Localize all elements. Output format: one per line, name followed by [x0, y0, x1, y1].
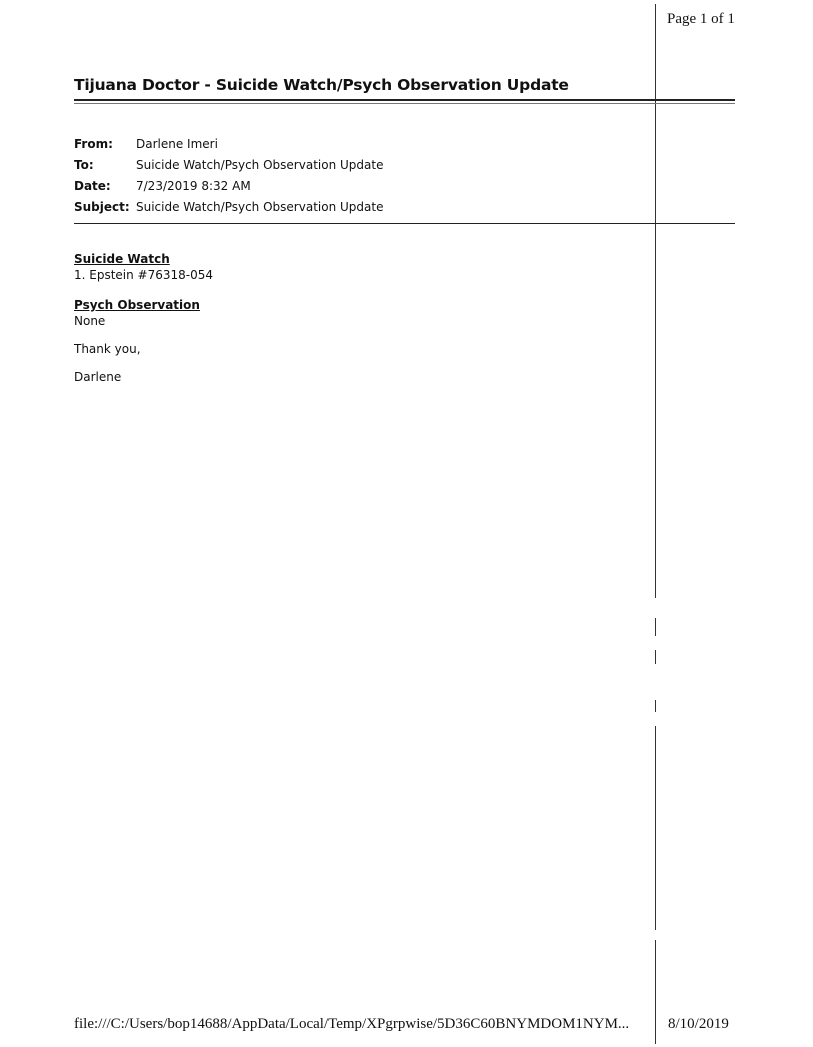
vertical-rule-gap	[654, 712, 657, 726]
subject-value: Suicide Watch/Psych Observation Update	[136, 200, 384, 214]
closing-text: Thank you,	[74, 342, 141, 356]
email-body	[74, 251, 634, 385]
footer-date: 8/10/2019	[668, 1016, 729, 1032]
header-to-row	[74, 155, 383, 176]
vertical-rule-gap	[654, 930, 657, 940]
vertical-rule-gap	[654, 636, 657, 650]
to-label: To:	[74, 158, 94, 172]
title-divider	[74, 99, 735, 101]
subject-label: Subject:	[74, 200, 130, 214]
psych-observation-heading: Psych Observation	[74, 298, 200, 312]
header-divider	[74, 223, 735, 224]
suicide-watch-heading: Suicide Watch	[74, 252, 170, 266]
date-value: 7/23/2019 8:32 AM	[136, 179, 251, 193]
from-label: From:	[74, 137, 113, 151]
header-subject-row	[74, 197, 383, 218]
email-title: Tijuana Doctor - Suicide Watch/Psych Observation Update	[74, 76, 569, 94]
from-value: Darlene Imeri	[136, 137, 218, 151]
header-date-row	[74, 176, 383, 197]
footer-file-path: file:///C:/Users/bop14688/AppData/Local/Temp/XPgrpwise/5D36C60BNYMDOM1NYM...	[74, 1016, 630, 1032]
page-vertical-rule	[655, 4, 656, 1044]
vertical-rule-gap	[654, 664, 657, 700]
suicide-watch-item: 1. Epstein #76318-054	[74, 268, 214, 282]
date-label: Date:	[74, 179, 111, 193]
page-indicator: Page 1 of 1	[667, 11, 735, 27]
psych-observation-value: None	[74, 314, 106, 328]
signature-text: Darlene	[74, 370, 122, 384]
email-header-fields	[74, 134, 383, 218]
title-divider-secondary	[74, 103, 735, 104]
vertical-rule-gap	[654, 598, 657, 618]
to-value: Suicide Watch/Psych Observation Update	[136, 158, 384, 172]
header-from-row	[74, 134, 383, 155]
